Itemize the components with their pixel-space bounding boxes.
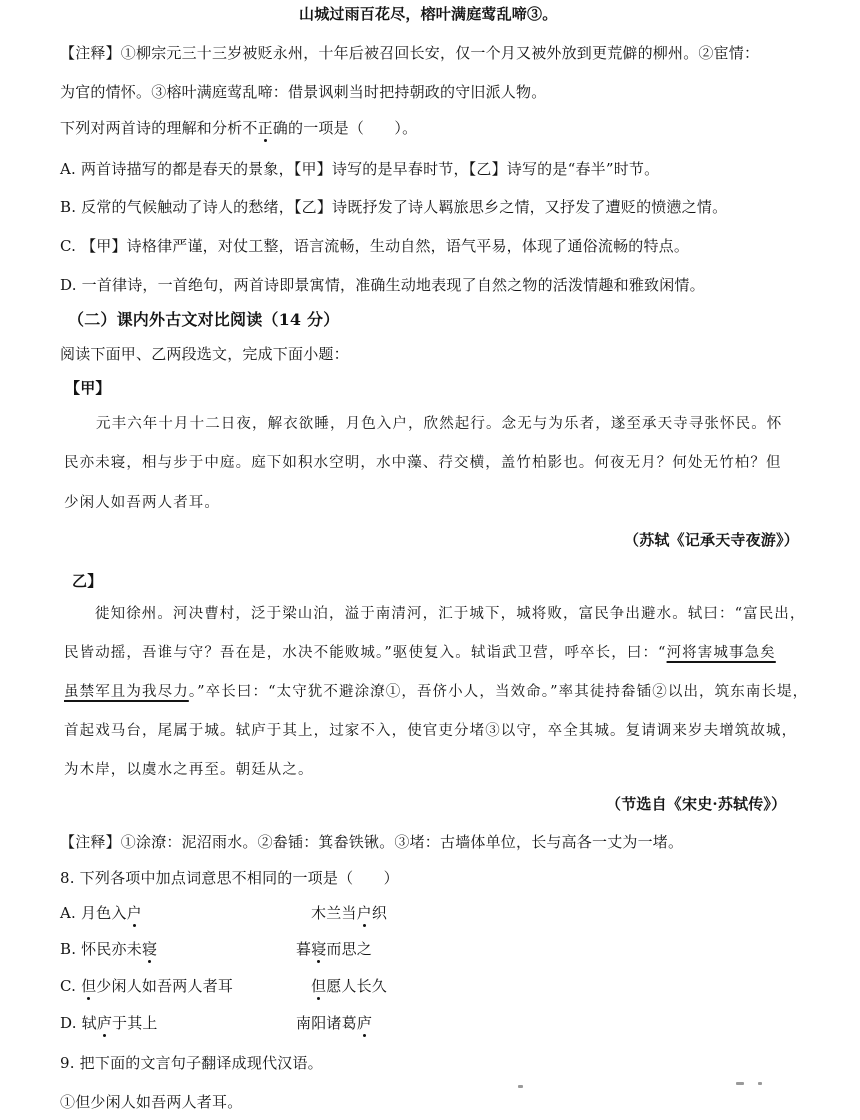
passage-yi-line-4: 首起戏马台，尾属于城。轼庐于其上，过家不入，使官吏分堵③以守，卒全其城。复请调来岁夫增筑故城， (64, 723, 798, 739)
scan-artifact (736, 1082, 744, 1085)
question-7-stem (60, 117, 417, 139)
passage-jia-line-3: 少闲人如吾两人者耳。 (64, 495, 220, 511)
option-a-left-text: A. 月色入 (60, 904, 127, 922)
option-b-left-text: B. 怀民亦未 (60, 940, 142, 958)
passage-yi-line-3 (64, 681, 808, 703)
notes-1-line-2: 为官的情怀。③榕叶满庭莺乱啼：借景讽刺当时把持朝政的守旧派人物。 (60, 83, 547, 101)
option-d-left-text: D. 轼 (60, 1014, 97, 1032)
section-2-instruction: 阅读下面甲、乙两段选文，完成下面小题： (60, 345, 349, 363)
option-a-left-dotted-word: 户 (126, 904, 142, 922)
option-c-left-dotted-word: 但 (81, 977, 97, 995)
option-d-right-text: 南阳诸葛 (296, 1014, 357, 1032)
question-7-option-d: D. 一首律诗，一首绝句，两首诗即景寓情，准确生动地表现了自然之物的活泼情趣和雅致闲情。 (60, 276, 705, 294)
option-c-right-dotted-word: 但 (311, 977, 327, 995)
passage-yi-line-2 (64, 642, 776, 664)
notes-1-line-1: 【注释】①柳宗元三十三岁被贬永州，十年后被召回长安，仅一个月又被外放到更荒僻的柳州。②宦情： (60, 44, 760, 62)
passage-yi-label: 乙】 (72, 572, 103, 590)
scan-artifact (758, 1082, 762, 1085)
option-a-right-rest: 织 (371, 904, 388, 922)
scan-artifact (518, 1085, 523, 1088)
passage-jia-source: （苏轼《记承天寺夜游》） (624, 531, 799, 549)
option-b-right-rest: 而思之 (326, 940, 373, 958)
question-8-option-b-left (60, 938, 157, 960)
question-8-option-c-left (60, 975, 233, 997)
option-b-left-dotted-word: 寝 (141, 940, 158, 958)
poem-last-line: 山城过雨百花尽，榕叶满庭莺乱啼③。 (299, 5, 558, 23)
passage-yi-line-5: 为木岸，以虞水之再至。朝廷从之。 (64, 762, 314, 778)
option-d-right-dotted-word: 庐 (356, 1014, 373, 1032)
passage-yi-line-1: 徙知徐州。河决曹村，泛于梁山泊，溢于南清河，汇于城下，城将败，富民争出避水。轼曰：“富民出， (95, 606, 806, 622)
question-7-emphasis: 不正确 (242, 119, 289, 137)
option-c-right-rest: 愿人长久 (326, 977, 388, 995)
option-a-right-text: 木兰当 (311, 904, 357, 922)
question-7-stem-part-a: 下列对两首诗的理解和分析 (60, 119, 243, 137)
question-8-option-c-right (311, 975, 387, 997)
question-7-option-b: B. 反常的气候触动了诗人的愁绪，【乙】诗既抒发了诗人羁旅思乡之情，又抒发了遭贬的愤懑之情。 (60, 198, 728, 216)
question-9-stem: 9. 把下面的文言句子翻译成现代汉语。 (60, 1054, 323, 1072)
passage-yi-line-3-text: 。”卒长曰：“太守犹不避涂潦①，吾侪小人，当效命。”率其徒持畚锸②以出，筑东南长堤， (188, 684, 809, 700)
section-2-heading: （二）课内外古文对比阅读（14 分） (68, 310, 340, 329)
option-a-right-dotted-word: 户 (356, 904, 372, 922)
passage-jia-label: 【甲】 (65, 379, 111, 397)
option-c-left-text: C. (60, 977, 82, 995)
question-7-stem-part-b: 的一项是（ ）。 (288, 119, 418, 137)
question-8-stem: 8. 下列各项中加点词意思不相同的一项是（ ） (60, 869, 399, 887)
question-9-item-1: ①但少闲人如吾两人者耳。 (60, 1093, 243, 1111)
question-8-option-d-right (296, 1012, 372, 1034)
option-c-left-rest: 少闲人如吾两人者耳 (96, 977, 234, 995)
option-b-right-dotted-word: 寝 (311, 940, 327, 958)
question-8-option-a-left (60, 902, 142, 924)
notes-2: 【注释】①涂潦：泥沼雨水。②畚锸：箕畚铁锹。③堵：古墙体单位，长与高各一丈为一堵。 (60, 833, 684, 851)
question-8-option-b-right (296, 938, 372, 960)
translation-target-underline-2: 虽禁军且为我尽力 (64, 684, 189, 700)
passage-jia-line-1: 元丰六年十月十二日夜，解衣欲睡，月色入户，欣然起行。念无与为乐者，遂至承天寺寻张怀民。怀 (96, 416, 783, 432)
question-8-option-d-left (60, 1012, 158, 1034)
option-b-right-text: 暮 (296, 940, 312, 958)
passage-yi-source: （节选自《宋史·苏轼传》） (606, 795, 787, 813)
option-d-left-rest: 于其上 (112, 1014, 158, 1032)
question-7-option-a: A. 两首诗描写的都是春天的景象，【甲】诗写的是早春时节，【乙】诗写的是“春半”时节。 (60, 160, 660, 178)
question-7-option-c: C. 【甲】诗格律严谨，对仗工整，语言流畅，生动自然，语气平易，体现了通俗流畅的特点。 (60, 237, 690, 255)
passage-yi-line-2-text: 民皆动摇，吾谁与守？吾在是，水决不能败城。”驱使复入。轼诣武卫营，呼卒长，曰：“ (64, 645, 667, 661)
option-d-left-dotted-word: 庐 (96, 1014, 113, 1032)
question-8-option-a-right (311, 902, 387, 924)
passage-jia-line-2: 民亦未寝，相与步于中庭。庭下如积水空明，水中藻、荇交横，盖竹柏影也。何夜无月？何处无竹柏？但 (64, 455, 782, 471)
translation-target-underline-1: 河将害城事急矣 (666, 645, 776, 661)
